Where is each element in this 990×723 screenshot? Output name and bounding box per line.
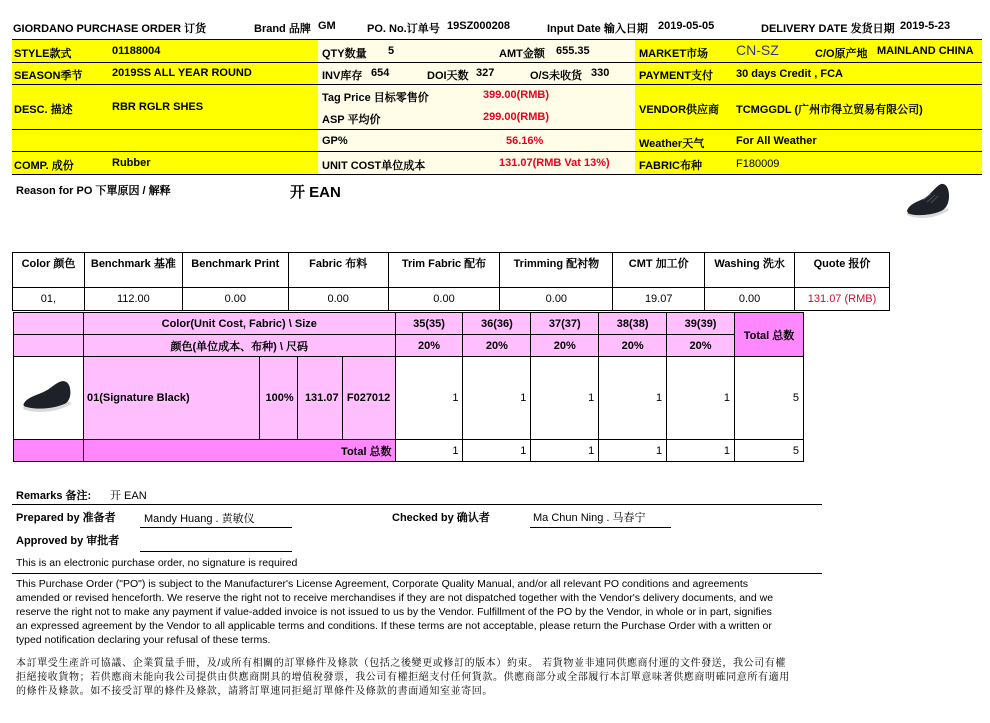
size-header: 37(37) bbox=[531, 313, 599, 335]
total-row bbox=[14, 440, 804, 462]
reason-label: Reason for PO 下單原因 / 解释 bbox=[16, 185, 171, 197]
prepared-signature-line bbox=[140, 527, 292, 528]
tag-price-label: Tag Price 目标零售价 bbox=[322, 92, 429, 104]
qty-value: 5 bbox=[388, 45, 395, 57]
image-header-cell bbox=[14, 313, 84, 335]
size-header: 39(39) bbox=[667, 313, 735, 335]
divider bbox=[12, 151, 982, 152]
cost-header-cell: Color 颜色 bbox=[13, 253, 85, 288]
input-date-value: 2019-05-05 bbox=[658, 20, 715, 32]
ratio-cell: 20% bbox=[395, 335, 463, 357]
amt-value: 655.35 bbox=[556, 45, 590, 57]
divider bbox=[12, 573, 822, 574]
qty-label: QTY数量 bbox=[322, 48, 367, 60]
electronic-note: This is an electronic purchase order, no signature is required bbox=[16, 557, 298, 569]
cost-cell: 0.00 bbox=[705, 288, 795, 311]
doi-value: 327 bbox=[476, 67, 495, 79]
po-number-value: 19SZ000208 bbox=[447, 20, 510, 32]
amt-label: AMT金额 bbox=[499, 48, 545, 60]
ratio-cell: 20% bbox=[463, 335, 531, 357]
vendor-label: VENDOR供应商 bbox=[639, 104, 720, 116]
divider bbox=[12, 62, 982, 63]
unit-cost-value: 131.07(RMB Vat 13%) bbox=[499, 157, 610, 169]
style-label: STYLE款式 bbox=[14, 48, 72, 60]
total-header: Total 总数 bbox=[735, 313, 804, 357]
footer-qty-cell: 1 bbox=[599, 440, 667, 462]
shoe-thumbnail-icon bbox=[20, 379, 76, 415]
co-value: MAINLAND CHINA bbox=[877, 45, 974, 57]
terms-line: typed notification declaring your refusal of these terms. bbox=[16, 634, 271, 646]
cost-header-cell: Benchmark 基准 bbox=[84, 253, 182, 288]
comp-label: COMP. 成份 bbox=[14, 160, 74, 172]
prepared-by-value: Mandy Huang . 黄敏仪 bbox=[144, 513, 255, 525]
cost-breakdown-table bbox=[12, 252, 890, 311]
cost-header-cell: Quote 报价 bbox=[795, 253, 890, 288]
season-value: 2019SS ALL YEAR ROUND bbox=[112, 67, 252, 79]
qty-cell: 1 bbox=[463, 357, 531, 440]
po-title: GIORDANO PURCHASE ORDER 订货 bbox=[13, 23, 207, 35]
terms-line: amended or revised henceforth. We reserve the right not to receive merchandises if they are not dispatched together with the Vendor's delivery documents, and we bbox=[16, 592, 774, 604]
size-breakdown-table bbox=[13, 312, 804, 462]
qty-cell: 1 bbox=[531, 357, 599, 440]
cost-header-cell: Fabric 布料 bbox=[288, 253, 388, 288]
delivery-date-value: 2019-5-23 bbox=[900, 20, 951, 32]
brand-label: Brand 品牌 bbox=[254, 23, 311, 35]
inv-label: INV库存 bbox=[322, 70, 363, 82]
market-value: CN-SZ bbox=[736, 42, 779, 58]
divider bbox=[12, 504, 822, 505]
brand-value: GM bbox=[318, 20, 336, 32]
qty-cell: 1 bbox=[599, 357, 667, 440]
color-pct-cell: 100% bbox=[259, 357, 297, 440]
checked-signature-line bbox=[530, 527, 671, 528]
divider bbox=[12, 174, 982, 175]
payment-value: 30 days Credit , FCA bbox=[736, 68, 843, 80]
divider bbox=[12, 84, 982, 85]
row-total-cell: 5 bbox=[735, 357, 804, 440]
color-row bbox=[14, 357, 804, 440]
input-date-label: Input Date 输入日期 bbox=[547, 23, 648, 35]
footer-qty-cell: 1 bbox=[667, 440, 735, 462]
ratio-row bbox=[14, 335, 804, 357]
cost-header-cell: Benchmark Print bbox=[182, 253, 288, 288]
season-label: SEASON季节 bbox=[14, 70, 83, 82]
doi-label: DOI天数 bbox=[427, 70, 469, 82]
footer-qty-cell: 1 bbox=[531, 440, 599, 462]
terms-line: an expressed agreement by the Vendor to all applicable terms and conditions. If these terms are not acceptable, please return the Purchase Order with a written or bbox=[16, 620, 772, 632]
delivery-date-label: DELIVERY DATE 发货日期 bbox=[761, 23, 895, 35]
size-header-row bbox=[14, 313, 804, 335]
fabric-value: F180009 bbox=[736, 158, 780, 170]
cost-cell: 01, bbox=[13, 288, 85, 311]
approved-by-label: Approved by 审批者 bbox=[16, 535, 120, 547]
payment-label: PAYMENT支付 bbox=[639, 70, 713, 82]
terms-cn-line: 的條件及條款。如不接受訂單的條件及條款，請將訂單連同拒絕訂單條件及條款的書面通知室並寄回。 bbox=[16, 686, 493, 697]
quote-cell: 131.07 (RMB) bbox=[795, 288, 890, 311]
footer-total-label: Total 总数 bbox=[83, 440, 395, 462]
color-size-header-cn: 颜色(单位成本、布种) \ 尺码 bbox=[83, 335, 395, 357]
total-row-blank bbox=[14, 440, 84, 462]
os-value: 330 bbox=[591, 67, 610, 79]
weather-label: Weather天气 bbox=[639, 138, 705, 150]
image-header-cell bbox=[14, 335, 84, 357]
color-image-cell bbox=[14, 357, 84, 440]
footer-qty-cell: 1 bbox=[395, 440, 463, 462]
terms-cn-line: 拒絕接收貨物；若供應商未能向我公司提供由供應商開具的增值稅發票，我公司有權拒絕支付任何貨款。供應商部分或全部履行本訂單意味著供應商明確同意所有適用 bbox=[16, 672, 790, 683]
gp-label: GP% bbox=[322, 135, 348, 147]
market-label: MARKET市场 bbox=[639, 48, 709, 60]
asp-value: 299.00(RMB) bbox=[483, 111, 550, 123]
asp-label: ASP 平均价 bbox=[322, 114, 381, 126]
cost-header-cell: CMT 加工价 bbox=[613, 253, 705, 288]
cost-data-row bbox=[13, 288, 890, 311]
cost-cell: 0.00 bbox=[500, 288, 613, 311]
style-value: 01188004 bbox=[112, 45, 161, 57]
cost-cell: 0.00 bbox=[288, 288, 388, 311]
ratio-cell: 20% bbox=[667, 335, 735, 357]
terms-line: reserve the right not to make any payment if value-added invoice is not issued to us by the Vendor. Fulfillment of the PO by the Vendor, in whole or in part, signifies bbox=[16, 606, 772, 618]
cost-cell: 0.00 bbox=[388, 288, 500, 311]
gp-value: 56.16% bbox=[506, 135, 544, 147]
color-size-header: Color(Unit Cost, Fabric) \ Size bbox=[83, 313, 395, 335]
shoe-product-image bbox=[903, 180, 953, 222]
footer-qty-cell: 1 bbox=[463, 440, 531, 462]
color-fabric-cell: F027012 bbox=[342, 357, 395, 440]
tag-price-value: 399.00(RMB) bbox=[483, 89, 550, 101]
size-header: 38(38) bbox=[599, 313, 667, 335]
cost-header-cell: Trim Fabric 配布 bbox=[388, 253, 500, 288]
fabric-label: FABRIC布种 bbox=[639, 160, 702, 172]
terms-cn-line: 本訂單受生產許可協議、企業質量手冊，及/或所有相關的訂單條件及條款（包括之後變更或修訂的版本）約束。 若貨物並非連同供應商付運的文件發送，我公司有權 bbox=[16, 658, 786, 669]
ratio-cell: 20% bbox=[531, 335, 599, 357]
divider bbox=[12, 129, 982, 130]
os-label: O/S未收货 bbox=[530, 70, 582, 82]
comp-value: Rubber bbox=[112, 157, 151, 169]
checked-by-label: Checked by 确认者 bbox=[392, 512, 490, 524]
size-header: 35(35) bbox=[395, 313, 463, 335]
approved-signature-line bbox=[140, 551, 292, 552]
prepared-by-label: Prepared by 准备者 bbox=[16, 512, 116, 524]
cost-cell: 19.07 bbox=[613, 288, 705, 311]
cost-cell: 0.00 bbox=[182, 288, 288, 311]
remarks-label: Remarks 备注: bbox=[16, 490, 92, 502]
checked-by-value: Ma Chun Ning . 马春宁 bbox=[533, 512, 646, 524]
cost-header-cell: Washing 洗水 bbox=[705, 253, 795, 288]
terms-line: This Purchase Order ("PO") is subject to the Manufacturer's License Agreement, Corporate Quality Manual, and/or all relevant PO conditions and agreements bbox=[16, 578, 748, 590]
desc-value: RBR RGLR SHES bbox=[112, 101, 204, 113]
inv-value: 654 bbox=[371, 67, 390, 79]
reason-value: 开 EAN bbox=[290, 184, 341, 201]
color-name-cell: 01(Signature Black) bbox=[83, 357, 259, 440]
color-cost-cell: 131.07 bbox=[297, 357, 342, 440]
terms-chinese bbox=[16, 657, 826, 699]
cost-header-cell: Trimming 配衬物 bbox=[500, 253, 613, 288]
desc-label: DESC. 描述 bbox=[14, 104, 73, 116]
cost-header-row bbox=[13, 253, 890, 288]
size-header: 36(36) bbox=[463, 313, 531, 335]
qty-cell: 1 bbox=[667, 357, 735, 440]
weather-value: For All Weather bbox=[736, 135, 817, 147]
terms-english bbox=[16, 577, 773, 647]
po-number-label: PO. No.订单号 bbox=[367, 23, 440, 35]
unit-cost-label: UNIT COST单位成本 bbox=[322, 160, 426, 172]
vendor-value: TCMGGDL (广州市得立贸易有限公司) bbox=[736, 104, 923, 116]
ratio-cell: 20% bbox=[599, 335, 667, 357]
co-label: C/O原产地 bbox=[815, 48, 868, 60]
divider bbox=[12, 39, 982, 40]
footer-total-cell: 5 bbox=[735, 440, 804, 462]
remarks-value: 开 EAN bbox=[110, 490, 147, 502]
qty-cell: 1 bbox=[395, 357, 463, 440]
cost-cell: 112.00 bbox=[84, 288, 182, 311]
